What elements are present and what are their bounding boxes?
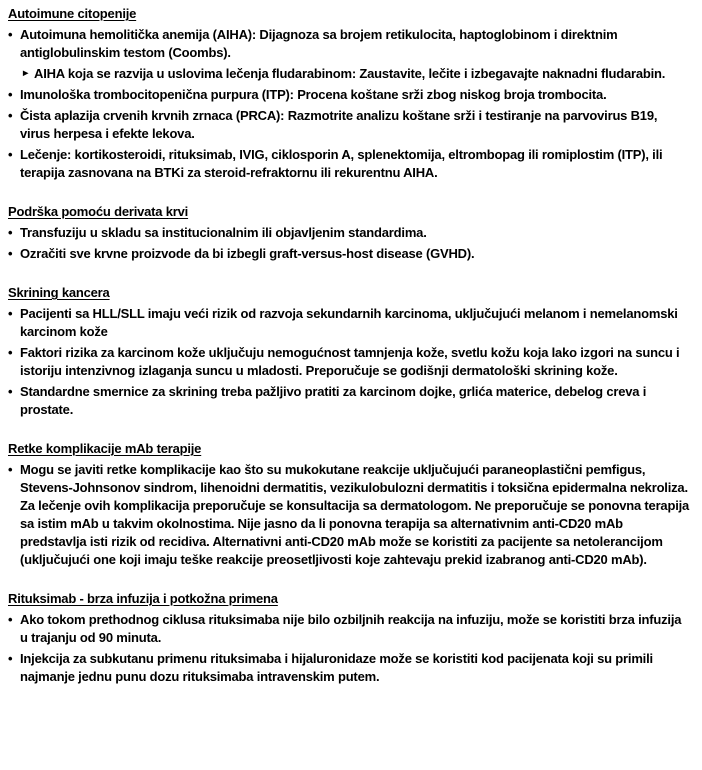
bullet-icon: • <box>8 27 13 42</box>
section-title: Autoimune citopenije <box>8 6 137 21</box>
section <box>8 590 690 686</box>
bullet-icon: • <box>8 612 13 627</box>
bullet-item <box>8 224 690 242</box>
item-text: Injekcija za subkutanu primenu rituksimaba i hijaluronidaze može se koristiti kod pacijenata koji su primili najmanje jednu punu dozu rituksimaba intravenskim putem. <box>20 651 653 684</box>
bullet-item <box>8 383 690 419</box>
bullet-icon: • <box>8 147 13 162</box>
bullet-icon: • <box>8 651 13 666</box>
section <box>8 284 690 419</box>
bullet-icon: • <box>8 225 13 240</box>
arrow-icon: ► <box>21 68 31 79</box>
bullet-item <box>8 146 690 182</box>
item-text: Imunološka trombocitopenična purpura (ITP): Procena koštane srži zbog niskog broja trombocita. <box>20 87 607 102</box>
section <box>8 203 690 263</box>
bullet-icon: • <box>8 87 13 102</box>
item-text: AIHA koja se razvija u uslovima lečenja fludarabinom: Zaustavite, lečite i izbegavajte naknadni fludarabin. <box>34 66 666 81</box>
sub-bullet-item <box>8 65 690 83</box>
bullet-item <box>8 305 690 341</box>
bullet-item <box>8 461 690 569</box>
bullet-icon: • <box>8 108 13 123</box>
item-text: Ako tokom prethodnog ciklusa rituksimaba nije bilo ozbiljnih reakcija na infuziju, može se koristiti brza infuzija u trajanju od 90 minuta. <box>20 612 682 645</box>
bullet-item <box>8 650 690 686</box>
item-text: Faktori rizika za karcinom kože uključuju nemogućnost tamnjenja kože, svetlu kožu koja lako izgori na suncu i istoriju intenzivnog izlaganja suncu u mladosti. Preporučuje se godišnji dermatološki skrining kože. <box>20 345 680 378</box>
section-title: Skrining kancera <box>8 285 110 300</box>
bullet-icon: • <box>8 306 13 321</box>
item-text: Čista aplazija crvenih krvnih zrnaca (PRCA): Razmotrite analizu koštane srži i testiranje na parvovirus B19, virus herpesa i efekte lekova. <box>20 108 658 141</box>
item-text: Lečenje: kortikosteroidi, rituksimab, IVIG, ciklosporin A, splenektomija, eltrombopag ili romiplostim (ITP), ili terapija zasnovana na BTKi za steroid-refraktornu ili rekurentnu AIHA. <box>20 147 663 180</box>
bullet-item <box>8 26 690 62</box>
item-text: Pacijenti sa HLL/SLL imaju veći rizik od razvoja sekundarnih karcinoma, uključujući melanom i nemelanomski karcinom kože <box>20 306 678 339</box>
bullet-icon: • <box>8 462 13 477</box>
item-text: Ozračiti sve krvne proizvode da bi izbegli graft-versus-host disease (GVHD). <box>20 246 475 261</box>
bullet-item <box>8 107 690 143</box>
item-text: Autoimuna hemolitička anemija (AIHA): Dijagnoza sa brojem retikulocita, haptoglobinom i direktnim antiglobulinskim testom (Coombs). <box>20 27 618 60</box>
bullet-icon: • <box>8 384 13 399</box>
section <box>8 5 690 182</box>
bullet-icon: • <box>8 246 13 261</box>
section <box>8 440 690 569</box>
bullet-icon: • <box>8 345 13 360</box>
item-text: Transfuziju u skladu sa institucionalnim ili objavljenim standardima. <box>20 225 427 240</box>
item-text: Standardne smernice za skrining treba pažljivo pratiti za karcinom dojke, grlića materice, debelog creva i prostate. <box>20 384 647 417</box>
bullet-item <box>8 344 690 380</box>
bullet-item <box>8 245 690 263</box>
item-text: Mogu se javiti retke komplikacije kao što su mukokutane reakcije uključujući paraneoplastični pemfigus, Stevens-Johnsonov sindrom, lihenoidni dermatitis, vezikulobulozni dermatitis i toksična epidermalna nekroliza. Za lečenje ovih komplikacija preporučuje se konsultacija sa dermatologom. Ne preporučuje se ponovna terapija sa istim mAb u takvim okolnostima. Nije jasno da li ponovna terapija sa alternativnim anti-CD20 mAb predstavlja isti rizik od recidiva. Alternativni anti-CD20 mAb može se koristiti za pacijente sa netolerancijom (uključujući one koji imaju teške reakcije preosetljivosti koje zahtevaju prekid izabranog anti-CD20 mAb). <box>20 462 690 567</box>
section-title: Podrška pomoću derivata krvi <box>8 204 189 219</box>
section-title: Rituksimab - brza infuzija i potkožna primena <box>8 591 278 606</box>
section-title: Retke komplikacije mAb terapije <box>8 441 202 456</box>
bullet-item <box>8 86 690 104</box>
bullet-item <box>8 611 690 647</box>
